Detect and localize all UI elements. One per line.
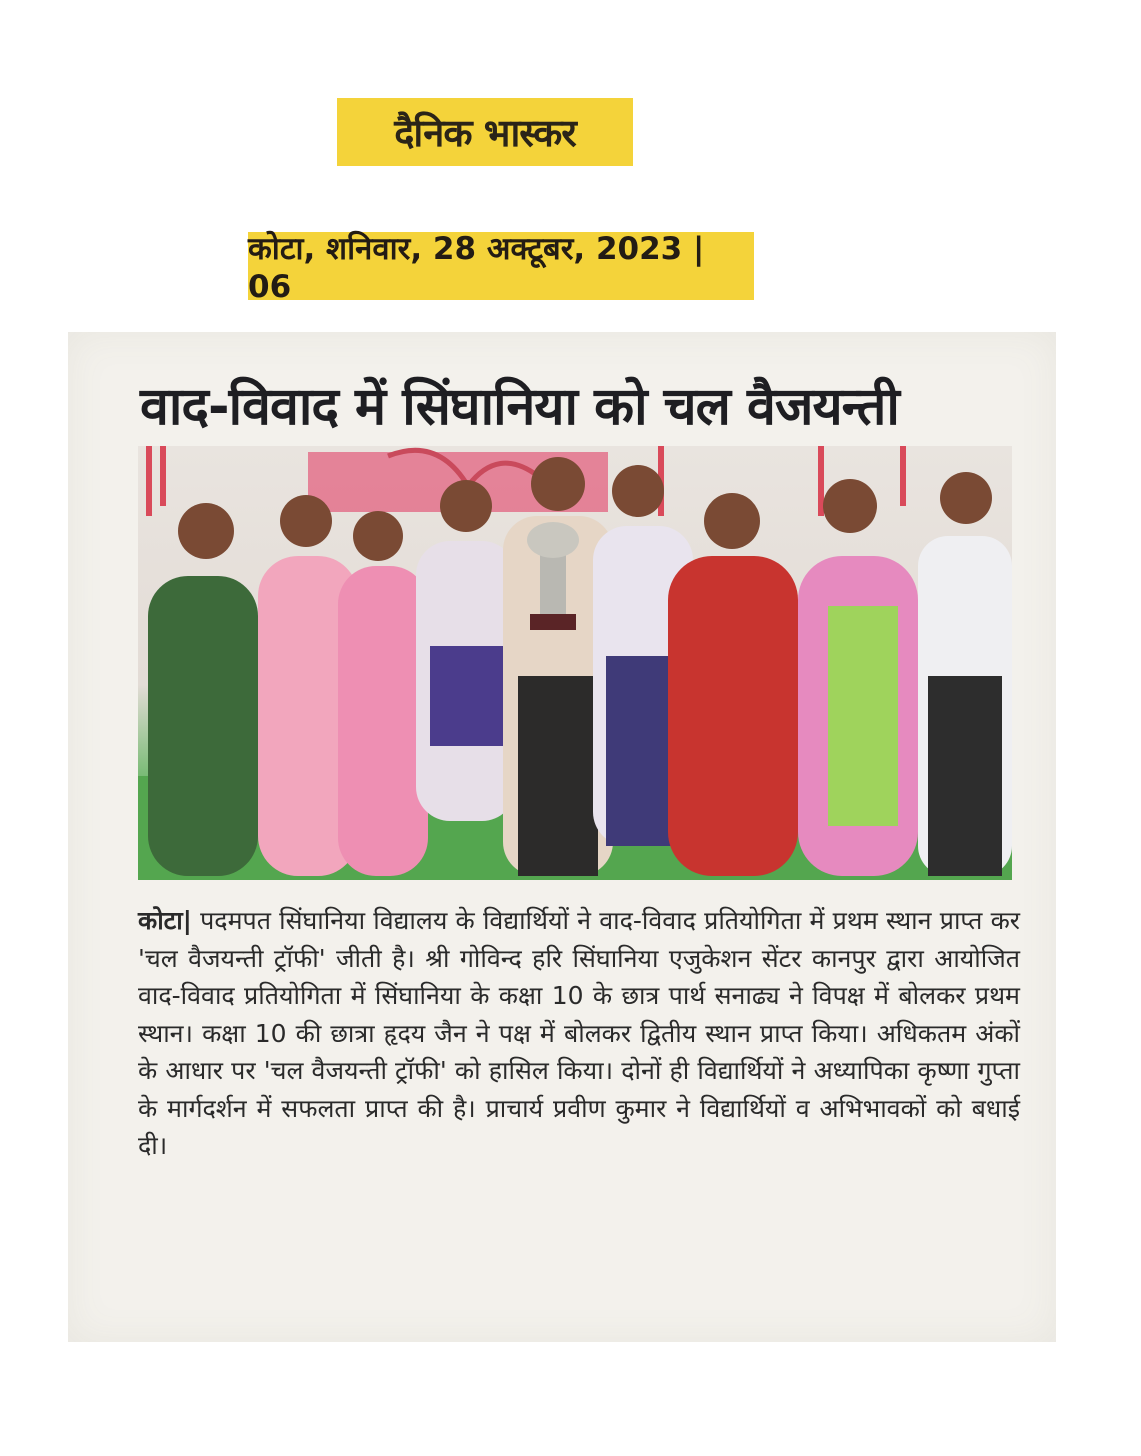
dateline-text: कोटा, शनिवार, 28 अक्टूबर, 2023 | 06 (248, 231, 705, 305)
newspaper-masthead (337, 98, 633, 166)
article-headline: वाद-विवाद में सिंघानिया को चल वैजयन्ती (140, 377, 899, 437)
masthead-name: दैनिक भास्कर (394, 111, 576, 155)
article-body (138, 902, 1020, 1165)
dateline-banner (248, 231, 754, 305)
article-text: पदमपत सिंघानिया विद्यालय के विद्यार्थियों ने वाद-विवाद प्रतियोगिता में प्रथम स्थान प्राप्त कर 'चल वैजयन्ती ट्रॉफी' जीती है। श्री गोविन्द हरि सिंघानिया एजुकेशन सेंटर कानपुर द्वारा आयोजित वाद-विवाद प्रतियोगिता में सिंघानिया के कक्षा 10 के छात्र पार्थ सनाढ्य ने विपक्ष में बोलकर प्रथम स्थान। कक्षा 10 की छात्रा हृदय जैन ने पक्ष में बोलकर द्वितीय स्थान प्राप्त किया। अधिकतम अंकों के आधार पर 'चल वैजयन्ती ट्रॉफी' को हासिल किया। दोनों ही विद्यार्थियों ने अध्यापिका कृष्णा गुप्ता के मार्गदर्शन में सफलता प्राप्त की है। प्राचार्य प्रवीण कुमार ने विद्यार्थियों व अभिभावकों को बधाई दी। (138, 906, 1020, 1160)
article-place: कोटा| (138, 906, 192, 935)
group-photo (138, 446, 1012, 880)
